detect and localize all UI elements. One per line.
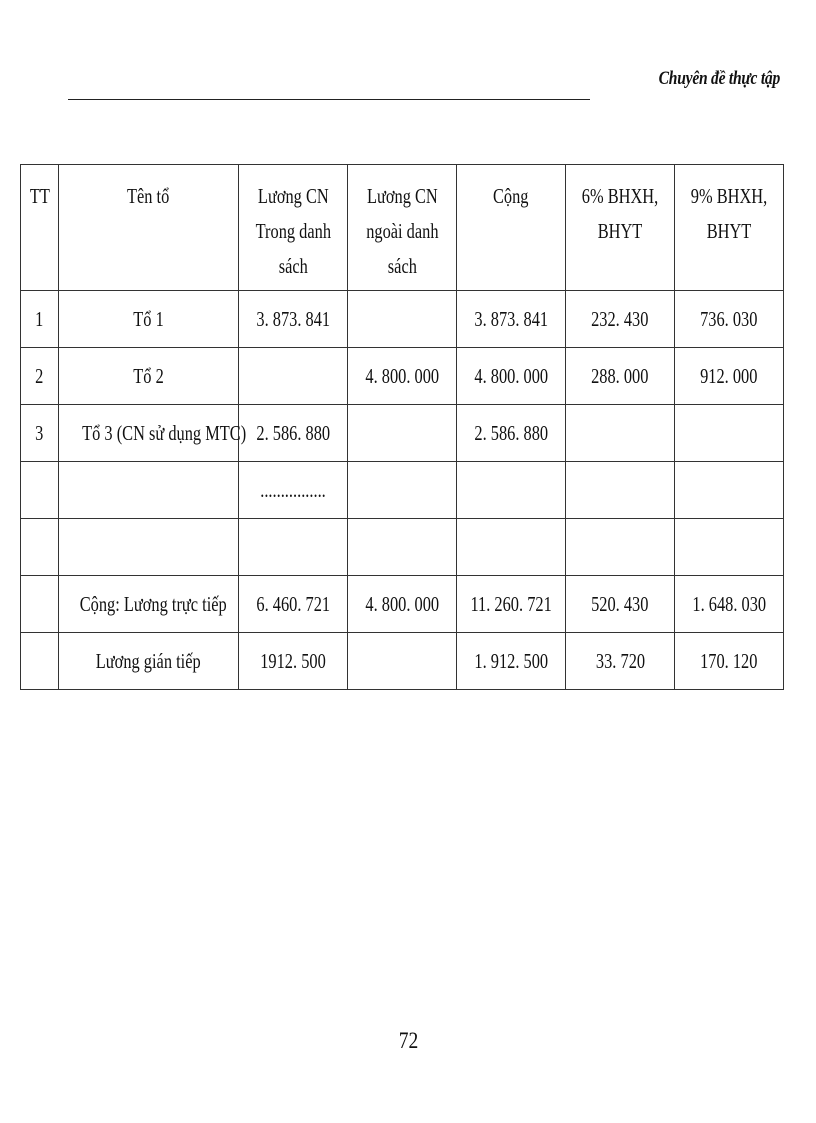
table-cell: 11. 260. 721 (457, 576, 566, 633)
table-cell (239, 519, 348, 576)
table-cell (348, 405, 457, 462)
column-header: Lương CN ngoài danh sách (348, 165, 457, 291)
table-cell: 1912. 500 (239, 633, 348, 690)
table-row (21, 576, 784, 633)
table-cell: 736. 030 (675, 291, 784, 348)
table-cell (348, 462, 457, 519)
table-cell: 4. 800. 000 (348, 576, 457, 633)
table-cell: 2 (21, 348, 59, 405)
table-cell: Tổ 1 (59, 291, 239, 348)
table-cell (566, 405, 675, 462)
table-cell (348, 633, 457, 690)
table-row (21, 519, 784, 576)
table-cell: 3 (21, 405, 59, 462)
table-cell: 288. 000 (566, 348, 675, 405)
table-cell (21, 576, 59, 633)
table-cell: Tổ 2 (59, 348, 239, 405)
page-number-text: 72 (398, 1028, 418, 1053)
table-row (21, 291, 784, 348)
table-cell (457, 519, 566, 576)
table-cell: 3. 873. 841 (457, 291, 566, 348)
table-header-row (21, 165, 784, 291)
column-header: Cộng (457, 165, 566, 291)
table-cell: 912. 000 (675, 348, 784, 405)
table-row (21, 348, 784, 405)
table-cell (348, 519, 457, 576)
column-header: Tên tổ (59, 165, 239, 291)
column-header: TT (21, 165, 59, 291)
table-cell (21, 633, 59, 690)
column-header: Lương CN Trong danh sách (239, 165, 348, 291)
table-cell: Lương gián tiếp (59, 633, 239, 690)
table-cell: Tổ 3 (CN sử dụng MTC) (59, 405, 239, 462)
header-divider (68, 99, 590, 100)
table-cell (59, 519, 239, 576)
table-row (21, 405, 784, 462)
table-cell (675, 405, 784, 462)
table-cell (566, 519, 675, 576)
table-cell: 33. 720 (566, 633, 675, 690)
table-cell: 520. 430 (566, 576, 675, 633)
salary-table (20, 164, 784, 690)
table-cell: 1. 912. 500 (457, 633, 566, 690)
table-cell: 4. 800. 000 (457, 348, 566, 405)
table-cell: 4. 800. 000 (348, 348, 457, 405)
table-cell: 2. 586. 880 (457, 405, 566, 462)
table-cell: 3. 873. 841 (239, 291, 348, 348)
column-header: 9% BHXH, BHYT (675, 165, 784, 291)
table-cell (21, 462, 59, 519)
table-cell (675, 519, 784, 576)
table-cell: 1. 648. 030 (675, 576, 784, 633)
table-cell: 1 (21, 291, 59, 348)
table-cell (457, 462, 566, 519)
table-cell: 2. 586. 880 (239, 405, 348, 462)
table-row (21, 633, 784, 690)
document-header-title: Chuyên đề thực tập (658, 68, 780, 89)
table-cell (59, 462, 239, 519)
table-cell: Cộng: Lương trực tiếp (59, 576, 239, 633)
table-cell (239, 348, 348, 405)
table-cell (675, 462, 784, 519)
table-row (21, 462, 784, 519)
table-cell: 170. 120 (675, 633, 784, 690)
table-cell (348, 291, 457, 348)
table-cell: 232. 430 (566, 291, 675, 348)
table-cell: 6. 460. 721 (239, 576, 348, 633)
table-cell: ................ (239, 462, 348, 519)
table-cell (566, 462, 675, 519)
table-cell (21, 519, 59, 576)
column-header: 6% BHXH, BHYT (566, 165, 675, 291)
page-number (0, 1028, 816, 1054)
